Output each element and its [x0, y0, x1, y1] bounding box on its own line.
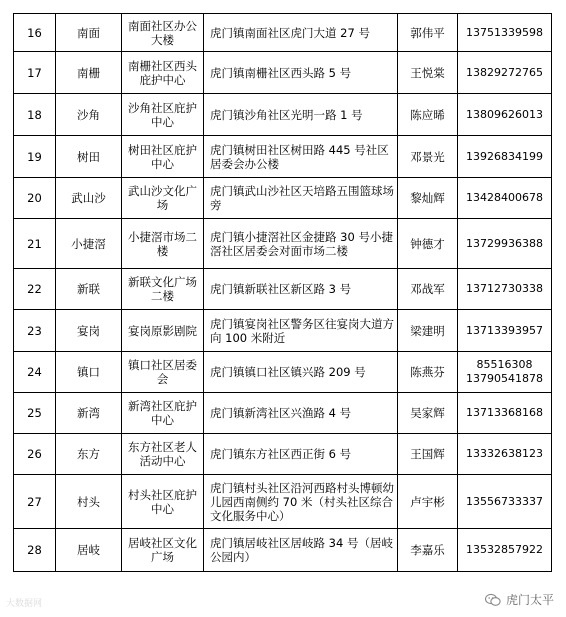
address: 虎门镇居岐社区居岐路 34 号（居岐公园内）: [204, 529, 398, 572]
contact-person: 卢宇彬: [398, 475, 458, 529]
row-number: 20: [14, 178, 56, 219]
address: 虎门镇东方社区西正街 6 号: [204, 434, 398, 475]
table-row: [14, 269, 552, 310]
row-number: 18: [14, 94, 56, 136]
venue-name: 沙角社区庇护中心: [122, 94, 204, 136]
contact-person: 邓景光: [398, 136, 458, 178]
table-row: [14, 475, 552, 529]
table-row: [14, 14, 552, 52]
row-number: 27: [14, 475, 56, 529]
table-row: [14, 393, 552, 434]
phone-number: 13729936388: [458, 219, 552, 269]
row-number: 17: [14, 52, 56, 94]
venue-name: 镇口社区居委会: [122, 352, 204, 393]
table-row: [14, 178, 552, 219]
address: 虎门镇村头社区沿河西路村头博顿幼儿园西南侧约 70 米（村头社区综合文化服务中心）: [204, 475, 398, 529]
venue-name: 树田社区庇护中心: [122, 136, 204, 178]
row-number: 24: [14, 352, 56, 393]
community-name: 小捷滘: [56, 219, 122, 269]
address: 虎门镇新联社区新区路 3 号: [204, 269, 398, 310]
table-row: [14, 136, 552, 178]
phone-number: 13809626013: [458, 94, 552, 136]
community-name: 南面: [56, 14, 122, 52]
venue-name: 小捷滘市场二楼: [122, 219, 204, 269]
phone-number: 85516308 13790541878: [458, 352, 552, 393]
phone-number: 13926834199: [458, 136, 552, 178]
community-name: 新联: [56, 269, 122, 310]
table-row: [14, 529, 552, 572]
contact-person: 黎灿辉: [398, 178, 458, 219]
row-number: 25: [14, 393, 56, 434]
watermark-left: [6, 596, 42, 609]
shelter-table: [13, 13, 552, 572]
phone-number: 13556733337: [458, 475, 552, 529]
wechat-icon: [485, 593, 501, 607]
address: 虎门镇武山沙社区天培路五围篮球场旁: [204, 178, 398, 219]
address: 虎门镇南栅社区西头路 5 号: [204, 52, 398, 94]
venue-name: 南栅社区西头庇护中心: [122, 52, 204, 94]
table-row: [14, 219, 552, 269]
row-number: 16: [14, 14, 56, 52]
contact-person: 吴家辉: [398, 393, 458, 434]
watermark-text: 大数据网: [6, 599, 43, 609]
contact-person: 陈应晞: [398, 94, 458, 136]
contact-person: 郭伟平: [398, 14, 458, 52]
address: 虎门镇镇口社区镇兴路 209 号: [204, 352, 398, 393]
community-name: 新湾: [56, 393, 122, 434]
phone-number: 13751339598: [458, 14, 552, 52]
account-badge: [485, 591, 554, 608]
table-row: [14, 434, 552, 475]
row-number: 28: [14, 529, 56, 572]
address: 虎门镇南面社区虎门大道 27 号: [204, 14, 398, 52]
community-name: 沙角: [56, 94, 122, 136]
community-name: 村头: [56, 475, 122, 529]
venue-name: 宴岗原影剧院: [122, 310, 204, 352]
phone-number: 13428400678: [458, 178, 552, 219]
community-name: 武山沙: [56, 178, 122, 219]
community-name: 居岐: [56, 529, 122, 572]
community-name: 东方: [56, 434, 122, 475]
address: 虎门镇树田社区树田路 445 号社区居委会办公楼: [204, 136, 398, 178]
row-number: 21: [14, 219, 56, 269]
community-name: 树田: [56, 136, 122, 178]
community-name: 宴岗: [56, 310, 122, 352]
phone-number: 13829272765: [458, 52, 552, 94]
table-row: [14, 310, 552, 352]
contact-person: 李嘉乐: [398, 529, 458, 572]
table-row: [14, 352, 552, 393]
contact-person: 钟德才: [398, 219, 458, 269]
phone-number: 13532857922: [458, 529, 552, 572]
venue-name: 新湾社区庇护中心: [122, 393, 204, 434]
contact-person: 邓战军: [398, 269, 458, 310]
contact-person: 梁建明: [398, 310, 458, 352]
phone-number: 13713368168: [458, 393, 552, 434]
phone-number: 13332638123: [458, 434, 552, 475]
community-name: 镇口: [56, 352, 122, 393]
row-number: 26: [14, 434, 56, 475]
table-row: [14, 52, 552, 94]
row-number: 23: [14, 310, 56, 352]
contact-person: 王国辉: [398, 434, 458, 475]
community-name: 南栅: [56, 52, 122, 94]
address: 虎门镇沙角社区光明一路 1 号: [204, 94, 398, 136]
phone-number: 13712730338: [458, 269, 552, 310]
venue-name: 新联文化广场二楼: [122, 269, 204, 310]
venue-name: 居岐社区文化广场: [122, 529, 204, 572]
row-number: 19: [14, 136, 56, 178]
venue-name: 武山沙文化广场: [122, 178, 204, 219]
address: 虎门镇新湾社区兴渔路 4 号: [204, 393, 398, 434]
address: 虎门镇宴岗社区警务区往宴岗大道方向 100 米附近: [204, 310, 398, 352]
phone-number: 13713393957: [458, 310, 552, 352]
venue-name: 南面社区办公大楼: [122, 14, 204, 52]
venue-name: 东方社区老人活动中心: [122, 434, 204, 475]
row-number: 22: [14, 269, 56, 310]
table-body: [14, 14, 552, 572]
contact-person: 王悦棠: [398, 52, 458, 94]
contact-person: 陈燕芬: [398, 352, 458, 393]
address: 虎门镇小捷滘社区金捷路 30 号小捷滘社区居委会对面市场二楼: [204, 219, 398, 269]
table-row: [14, 94, 552, 136]
account-name: 虎门太平: [505, 593, 554, 607]
venue-name: 村头社区庇护中心: [122, 475, 204, 529]
